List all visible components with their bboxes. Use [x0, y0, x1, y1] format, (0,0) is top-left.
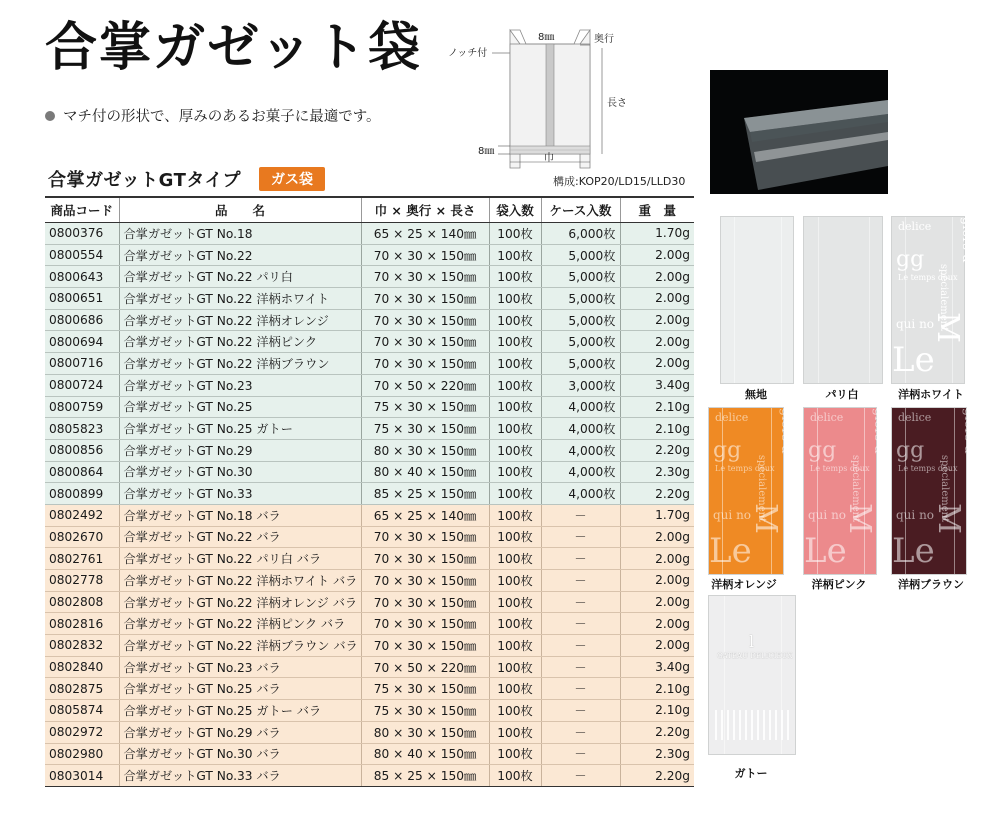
cell-bag-qty: 100枚	[489, 700, 541, 722]
lead-text	[45, 105, 381, 126]
cell-product-name: 合掌ガゼットGT No.22 洋柄ピンク バラ	[119, 613, 361, 635]
swatch-caption: パリ白	[825, 388, 859, 401]
cell-size: 70 × 30 × 150㎜	[361, 266, 489, 288]
cell-weight: 3.40g	[620, 374, 694, 396]
cell-code: 0800554	[45, 244, 119, 266]
header-code: 商品コード	[45, 197, 119, 223]
cell-case-qty: 4,000枚	[541, 418, 620, 440]
table-row	[45, 743, 694, 765]
cell-case-qty: 5,000枚	[541, 244, 620, 266]
cell-case-qty: －	[541, 548, 620, 570]
cell-code: 0802980	[45, 743, 119, 765]
cell-size: 80 × 30 × 150㎜	[361, 439, 489, 461]
table-row	[45, 309, 694, 331]
cell-code: 0800856	[45, 439, 119, 461]
seal-label: 8㎜	[478, 146, 495, 157]
bag-fold	[818, 217, 870, 383]
cell-product-name: 合掌ガゼットGT No.22 パリ白	[119, 266, 361, 288]
cell-weight: 2.20g	[620, 439, 694, 461]
table-row	[45, 591, 694, 613]
table-row	[45, 396, 694, 418]
swatch-5	[803, 407, 887, 575]
cell-case-qty: －	[541, 721, 620, 743]
cell-bag-qty: 100枚	[489, 765, 541, 787]
cell-bag-qty: 100枚	[489, 353, 541, 375]
cell-size: 70 × 30 × 150㎜	[361, 288, 489, 310]
width-label: 巾	[544, 153, 554, 164]
cell-size: 85 × 25 × 150㎜	[361, 483, 489, 505]
cell-case-qty: 5,000枚	[541, 266, 620, 288]
cell-weight: 3.40g	[620, 656, 694, 678]
gateau-stripes	[715, 710, 789, 740]
cell-code: 0802832	[45, 635, 119, 657]
cell-case-qty: －	[541, 526, 620, 548]
cell-product-name: 合掌ガゼットGT No.22 洋柄ホワイト	[119, 288, 361, 310]
cell-weight: 2.30g	[620, 743, 694, 765]
bag-print-text: glors d'	[959, 216, 975, 266]
cell-size: 70 × 50 × 220㎜	[361, 656, 489, 678]
cell-size: 70 × 30 × 150㎜	[361, 548, 489, 570]
bag-print-text: delice	[715, 411, 749, 425]
header-case-qty: ケース入数	[541, 197, 620, 223]
bag-print-text: gg	[808, 437, 837, 463]
cell-bag-qty: 100枚	[489, 266, 541, 288]
cell-size: 75 × 30 × 150㎜	[361, 418, 489, 440]
bag-print-text: glors d'	[777, 407, 793, 457]
swatch-1	[720, 216, 794, 384]
cell-bag-qty: 100枚	[489, 548, 541, 570]
bag-print-text: M	[747, 503, 783, 534]
cell-bag-qty: 100枚	[489, 656, 541, 678]
table-row	[45, 483, 694, 505]
cell-weight: 2.00g	[620, 526, 694, 548]
gas-badge: ガス袋	[259, 167, 325, 191]
cell-weight: 2.10g	[620, 396, 694, 418]
cell-size: 70 × 30 × 150㎜	[361, 613, 489, 635]
gateau-print: GATEAU DELICIEUX	[717, 652, 793, 660]
cell-code: 0802492	[45, 504, 119, 526]
table-row	[45, 721, 694, 743]
spec-table	[45, 196, 694, 787]
cell-code: 0800376	[45, 223, 119, 245]
cell-bag-qty: 100枚	[489, 678, 541, 700]
cell-code: 0800759	[45, 396, 119, 418]
cell-case-qty: －	[541, 570, 620, 592]
cell-size: 70 × 30 × 150㎜	[361, 591, 489, 613]
cell-product-name: 合掌ガゼットGT No.22 洋柄ブラウン バラ	[119, 635, 361, 657]
bag-print-text: glors d'	[871, 407, 887, 457]
cell-size: 75 × 30 × 150㎜	[361, 678, 489, 700]
cell-size: 80 × 40 × 150㎜	[361, 461, 489, 483]
bag-diagram	[440, 18, 660, 168]
cell-case-qty: 4,000枚	[541, 483, 620, 505]
table-row	[45, 374, 694, 396]
bag-print-text: delice	[810, 411, 844, 425]
cell-weight: 2.00g	[620, 570, 694, 592]
cell-case-qty: 5,000枚	[541, 288, 620, 310]
header-size: 巾 × 奥行 × 長さ	[361, 197, 489, 223]
bag-print-text: spécialement	[755, 454, 767, 522]
cell-product-name: 合掌ガゼットGT No.22 パリ白 バラ	[119, 548, 361, 570]
cell-product-name: 合掌ガゼットGT No.22 洋柄ピンク	[119, 331, 361, 353]
header-weight: 重 量	[620, 197, 694, 223]
bag-print-text: Le	[804, 530, 847, 571]
bag-print-text: qui no	[713, 507, 752, 522]
cell-case-qty: 5,000枚	[541, 353, 620, 375]
cell-bag-qty: 100枚	[489, 613, 541, 635]
bag-print-text: Le	[709, 530, 752, 571]
cell-bag-qty: 100枚	[489, 288, 541, 310]
bag-print-text: delice	[898, 411, 932, 425]
cell-bag-qty: 100枚	[489, 504, 541, 526]
swatch-caption: 洋柄オレンジ	[711, 578, 777, 591]
bag-print-text: spécialement	[938, 454, 950, 522]
swatch-caption: ガトー	[734, 767, 768, 780]
cell-code: 0805823	[45, 418, 119, 440]
cell-bag-qty: 100枚	[489, 461, 541, 483]
bag-print-text: qui no	[896, 316, 935, 331]
cell-code: 0800864	[45, 461, 119, 483]
bag-print-text: Le	[892, 339, 935, 380]
cell-case-qty: 5,000枚	[541, 309, 620, 331]
cell-weight: 2.10g	[620, 418, 694, 440]
header-name: 品 名	[119, 197, 361, 223]
notch-label: ノッチ付	[448, 48, 488, 59]
cell-code: 0800694	[45, 331, 119, 353]
cell-product-name: 合掌ガゼットGT No.23	[119, 374, 361, 396]
bag-print-text: Le	[892, 530, 935, 571]
cell-case-qty: －	[541, 743, 620, 765]
cell-weight: 2.10g	[620, 678, 694, 700]
cell-size: 80 × 40 × 150㎜	[361, 743, 489, 765]
table-row	[45, 635, 694, 657]
cell-code: 0802808	[45, 591, 119, 613]
table-row	[45, 439, 694, 461]
cell-bag-qty: 100枚	[489, 396, 541, 418]
cell-bag-qty: 100枚	[489, 591, 541, 613]
cell-code: 0802778	[45, 570, 119, 592]
table-row	[45, 526, 694, 548]
cell-bag-qty: 100枚	[489, 374, 541, 396]
page-title: 合掌ガゼット袋	[45, 17, 422, 78]
cell-product-name: 合掌ガゼットGT No.30	[119, 461, 361, 483]
composition-text: 構成:KOP20/LD15/LLD30	[553, 175, 686, 188]
lead-label: マチ付の形状で、厚みのあるお菓子に最適です。	[63, 109, 381, 125]
cell-size: 70 × 50 × 220㎜	[361, 374, 489, 396]
depth-label: 奥行	[594, 34, 614, 45]
cell-size: 65 × 25 × 140㎜	[361, 223, 489, 245]
cell-weight: 2.30g	[620, 461, 694, 483]
bag-print-text: M	[930, 503, 966, 534]
cell-size: 75 × 30 × 150㎜	[361, 396, 489, 418]
cell-product-name: 合掌ガゼットGT No.22 バラ	[119, 526, 361, 548]
cell-weight: 1.70g	[620, 223, 694, 245]
cell-size: 70 × 30 × 150㎜	[361, 353, 489, 375]
bag-print-text: Le temps doux	[898, 464, 958, 474]
cell-size: 70 × 30 × 150㎜	[361, 570, 489, 592]
swatch-caption: 無地	[745, 388, 767, 401]
cell-bag-qty: 100枚	[489, 570, 541, 592]
cell-code: 0800724	[45, 374, 119, 396]
cell-code: 0802816	[45, 613, 119, 635]
gateau-initial: l	[749, 632, 755, 651]
cell-product-name: 合掌ガゼットGT No.30 バラ	[119, 743, 361, 765]
cell-bag-qty: 100枚	[489, 439, 541, 461]
cell-bag-qty: 100枚	[489, 721, 541, 743]
cell-code: 0802761	[45, 548, 119, 570]
cell-code: 0800899	[45, 483, 119, 505]
table-row	[45, 548, 694, 570]
cell-weight: 2.00g	[620, 353, 694, 375]
table-row	[45, 461, 694, 483]
cell-weight: 2.20g	[620, 765, 694, 787]
bag-print-text: Le temps doux	[715, 464, 775, 474]
bag-print-text: gg	[896, 437, 925, 463]
swatch-caption: 洋柄ブラウン	[898, 578, 964, 591]
bag-fold	[734, 217, 782, 383]
cell-weight: 2.00g	[620, 331, 694, 353]
bag-print-text: qui no	[896, 507, 935, 522]
cell-case-qty: －	[541, 700, 620, 722]
cell-weight: 2.00g	[620, 613, 694, 635]
cell-case-qty: 4,000枚	[541, 461, 620, 483]
cell-case-qty: －	[541, 765, 620, 787]
cell-weight: 2.00g	[620, 591, 694, 613]
cell-product-name: 合掌ガゼットGT No.33 バラ	[119, 765, 361, 787]
table-row	[45, 504, 694, 526]
cell-bag-qty: 100枚	[489, 418, 541, 440]
cell-case-qty: 4,000枚	[541, 396, 620, 418]
bag-print-text: gg	[896, 246, 925, 272]
section-title: 合掌ガゼットGTタイプ	[48, 170, 241, 191]
cell-weight: 2.20g	[620, 721, 694, 743]
cell-size: 70 × 30 × 150㎜	[361, 526, 489, 548]
cell-bag-qty: 100枚	[489, 743, 541, 765]
film-image	[710, 70, 888, 194]
table-row	[45, 700, 694, 722]
cell-code: 0800716	[45, 353, 119, 375]
cell-weight: 1.70g	[620, 504, 694, 526]
cell-product-name: 合掌ガゼットGT No.22 洋柄ブラウン	[119, 353, 361, 375]
cell-bag-qty: 100枚	[489, 223, 541, 245]
cell-weight: 2.00g	[620, 309, 694, 331]
cell-size: 65 × 25 × 140㎜	[361, 504, 489, 526]
table-row	[45, 678, 694, 700]
cell-product-name: 合掌ガゼットGT No.22 洋柄オレンジ	[119, 309, 361, 331]
bag-print-text: Le temps doux	[810, 464, 870, 474]
bag-print-text: glors d'	[960, 407, 976, 457]
header-bag-qty: 袋入数	[489, 197, 541, 223]
cell-product-name: 合掌ガゼットGT No.18 バラ	[119, 504, 361, 526]
cell-code: 0802670	[45, 526, 119, 548]
cell-product-name: 合掌ガゼットGT No.22 洋柄ホワイト バラ	[119, 570, 361, 592]
cell-product-name: 合掌ガゼットGT No.25 ガトー バラ	[119, 700, 361, 722]
swatch-3	[891, 216, 975, 384]
cell-case-qty: －	[541, 656, 620, 678]
cell-case-qty: －	[541, 591, 620, 613]
table-header-row	[45, 197, 694, 223]
table-row	[45, 353, 694, 375]
cell-case-qty: －	[541, 504, 620, 526]
swatch-caption: 洋柄ホワイト	[898, 388, 964, 401]
table-row	[45, 288, 694, 310]
cell-size: 70 × 30 × 150㎜	[361, 635, 489, 657]
bag-print-text: M	[841, 503, 877, 534]
table-row	[45, 418, 694, 440]
cell-product-name: 合掌ガゼットGT No.22	[119, 244, 361, 266]
cell-product-name: 合掌ガゼットGT No.18	[119, 223, 361, 245]
top-width-label: 8㎜	[538, 32, 555, 43]
cell-weight: 2.10g	[620, 700, 694, 722]
cell-weight: 2.20g	[620, 483, 694, 505]
cell-product-name: 合掌ガゼットGT No.23 バラ	[119, 656, 361, 678]
cell-code: 0800643	[45, 266, 119, 288]
cell-case-qty: －	[541, 678, 620, 700]
cell-product-name: 合掌ガゼットGT No.29	[119, 439, 361, 461]
table-row	[45, 570, 694, 592]
cell-code: 0802840	[45, 656, 119, 678]
swatch-7	[708, 595, 796, 755]
cell-code: 0802875	[45, 678, 119, 700]
bag-print-text: spécialement	[938, 263, 950, 331]
cell-size: 70 × 30 × 150㎜	[361, 309, 489, 331]
cell-case-qty: 5,000枚	[541, 331, 620, 353]
bag-print-text: delice	[898, 220, 932, 234]
cell-bag-qty: 100枚	[489, 483, 541, 505]
swatch-caption: 洋柄ピンク	[811, 578, 867, 591]
cell-size: 75 × 30 × 150㎜	[361, 700, 489, 722]
cell-size: 70 × 30 × 150㎜	[361, 331, 489, 353]
table-row	[45, 331, 694, 353]
cell-bag-qty: 100枚	[489, 331, 541, 353]
cell-code: 0802972	[45, 721, 119, 743]
cell-case-qty: 6,000枚	[541, 223, 620, 245]
cell-code: 0803014	[45, 765, 119, 787]
table-row	[45, 765, 694, 787]
table-row	[45, 656, 694, 678]
swatch-2	[803, 216, 883, 384]
table-row	[45, 244, 694, 266]
cell-weight: 2.00g	[620, 266, 694, 288]
cell-product-name: 合掌ガゼットGT No.22 洋柄オレンジ バラ	[119, 591, 361, 613]
cell-weight: 2.00g	[620, 288, 694, 310]
bag-print-text: Le temps doux	[898, 273, 958, 283]
section-header	[48, 166, 325, 192]
cell-size: 80 × 30 × 150㎜	[361, 721, 489, 743]
table-row	[45, 266, 694, 288]
cell-bag-qty: 100枚	[489, 309, 541, 331]
cell-size: 85 × 25 × 150㎜	[361, 765, 489, 787]
bag-print-text: M	[929, 312, 965, 343]
cell-code: 0800686	[45, 309, 119, 331]
cell-product-name: 合掌ガゼットGT No.33	[119, 483, 361, 505]
bullet-icon	[45, 111, 55, 121]
swatch-6	[891, 407, 976, 575]
bag-print-text: qui no	[808, 507, 847, 522]
cell-case-qty: 4,000枚	[541, 439, 620, 461]
cell-product-name: 合掌ガゼットGT No.25 バラ	[119, 678, 361, 700]
cell-case-qty: －	[541, 635, 620, 657]
cell-weight: 2.00g	[620, 635, 694, 657]
cell-bag-qty: 100枚	[489, 635, 541, 657]
bag-print-text: spécialement	[850, 454, 862, 522]
cell-weight: 2.00g	[620, 548, 694, 570]
cell-product-name: 合掌ガゼットGT No.25	[119, 396, 361, 418]
length-label: 長さ	[607, 98, 627, 109]
film-photo	[710, 70, 888, 194]
table-row	[45, 223, 694, 245]
cell-case-qty: －	[541, 613, 620, 635]
cell-code: 0800651	[45, 288, 119, 310]
cell-product-name: 合掌ガゼットGT No.25 ガトー	[119, 418, 361, 440]
cell-weight: 2.00g	[620, 244, 694, 266]
cell-bag-qty: 100枚	[489, 244, 541, 266]
table-row	[45, 613, 694, 635]
cell-product-name: 合掌ガゼットGT No.29 バラ	[119, 721, 361, 743]
cell-case-qty: 3,000枚	[541, 374, 620, 396]
bag-print-text: gg	[713, 437, 742, 463]
swatch-4	[708, 407, 793, 575]
cell-size: 70 × 30 × 150㎜	[361, 244, 489, 266]
cell-code: 0805874	[45, 700, 119, 722]
cell-bag-qty: 100枚	[489, 526, 541, 548]
